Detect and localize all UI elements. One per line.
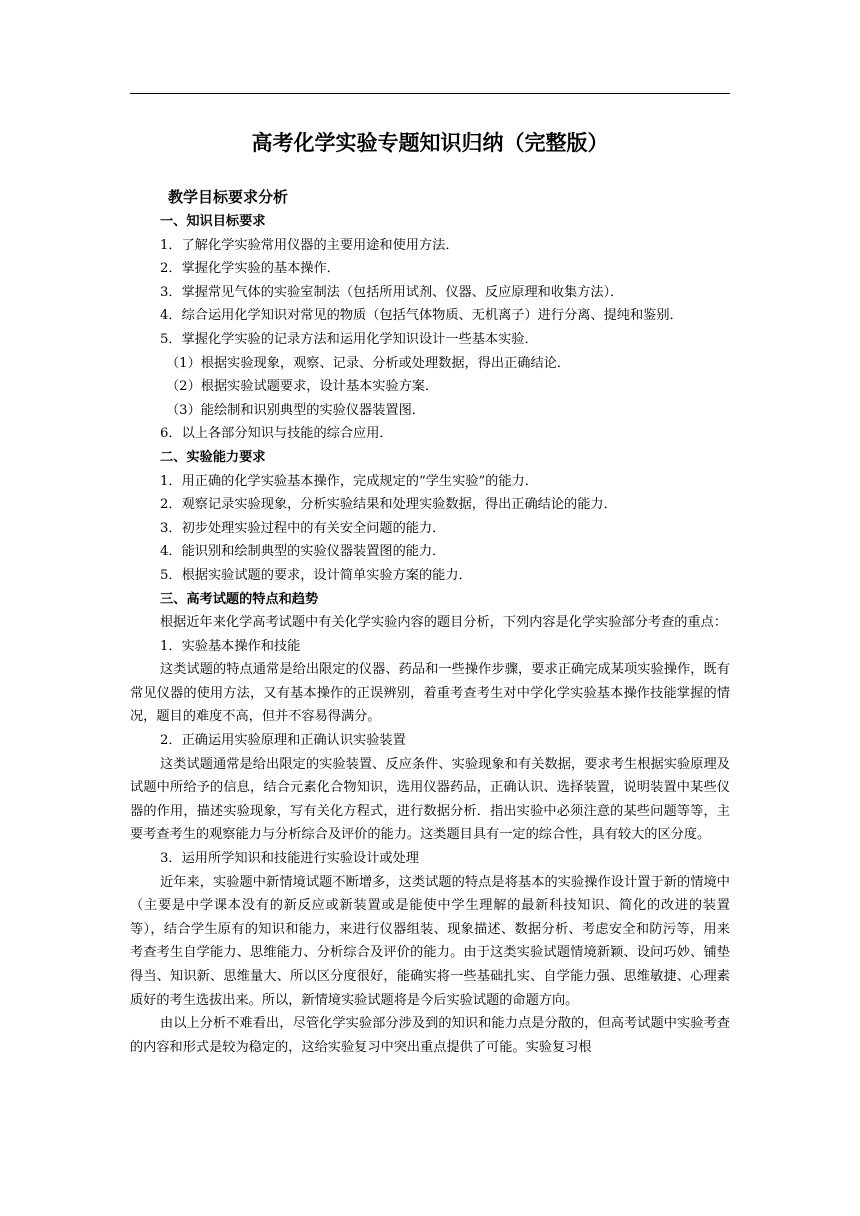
list-item: 1．用正确的化学实验基本操作，完成规定的“学生实验”的能力．	[160, 473, 538, 489]
document-body	[130, 184, 730, 1059]
section-heading-knowledge: 一、知识目标要求	[160, 214, 266, 229]
list-item: 2．观察记录实验现象，分析实验结果和处理实验数据，得出正确结论的能力．	[160, 497, 617, 513]
list-subitem: （2）根据实验试题要求，设计基本实验方案．	[166, 379, 439, 395]
point-title: 2．正确运用实验原理和正确认识实验装置	[160, 733, 406, 749]
paragraph: 根据近年来化学高考试题中有关化学实验内容的题目分析，下列内容是化学实验部分考查的重点：	[160, 615, 728, 631]
document-title: 高考化学实验专题知识归纳（完整版）	[251, 131, 609, 155]
list-subitem: （1）根据实验现象，观察、记录、分析或处理数据，得出正确结论．	[166, 355, 571, 371]
list-item: 4．综合运用化学知识对常见的物质（包括气体物质、无机离子）进行分离、提纯和鉴别．	[160, 308, 683, 324]
list-item: 5．掌握化学实验的记录方法和运用化学知识设计一些基本实验．	[160, 331, 538, 347]
list-item: 6．以上各部分知识与技能的综合应用．	[160, 426, 393, 442]
point-title: 3．运用所学知识和技能进行实验设计或处理	[160, 851, 419, 867]
list-item: 4．能识别和绘制典型的实验仪器装置图的能力．	[160, 544, 446, 560]
section-heading-ability: 二、实验能力要求	[160, 449, 266, 465]
subtitle: 教学目标要求分析	[168, 188, 289, 206]
list-item: 3．初步处理实验过程中的有关安全问题的能力．	[160, 520, 446, 536]
point-title: 1．实验基本操作和技能	[160, 638, 301, 654]
paragraph: 近年来，实验题中新情境试题不断增多，这类试题的特点是将基本的实验操作设计置于新的情境中（主要是中学课本没有的新反应或新装置或是能使中学生理解的最新科技知识、简化的改进的装置等），结合学生原有的知识和能力，来进行仪器组装、现象描述、数据分析、考虑安全和防污等，用来考查考生自学能力、思维能力、分析综合及评价的能力。由于这类实验试题情境新颖、设问巧妙、铺垫得当、知识新、思维量大、所以区分度很好，能确实将一些基础扎实、自学能力强、思维敏捷、心理素质好的考生选拔出来。所以，新情境实验试题将是今后实验试题的命题方向。	[130, 874, 730, 1008]
list-item: 1．了解化学实验常用仪器的主要用途和使用方法．	[160, 237, 459, 253]
header-rule	[130, 93, 730, 94]
paragraph: 这类试题的特点通常是给出限定的仪器、药品和一些操作步骤，要求正确完成某项实验操作，既有常见仪器的使用方法，又有基本操作的正误辨别，着重考查考生对中学化学实验基本操作技能掌握的情况，题目的难度不高，但并不容易得满分。	[130, 662, 730, 725]
list-subitem: （3）能绘制和识别典型的实验仪器装置图．	[166, 402, 425, 418]
paragraph: 这类试题通常是给出限定的实验装置、反应条件、实验现象和有关数据，要求考生根据实验原理及试题中所给予的信息，结合元素化合物知识，选用仪器药品，正确认识、选择装置，说明装置中某些仪器的作用，描述实验现象，写有关化方程式，进行数据分析．指出实验中必须注意的某些问题等等，主要考查考生的观察能力与分析综合及评价的能力。这类题目具有一定的综合性，具有较大的区分度。	[130, 756, 730, 843]
list-item: 3．掌握常见气体的实验室制法（包括所用试剂、仪器、反应原理和收集方法）．	[160, 284, 624, 300]
list-item: 5．根据实验试题的要求，设计简单实验方案的能力．	[160, 567, 472, 583]
list-item: 2．掌握化学实验的基本操作．	[160, 261, 340, 277]
paragraph: 由以上分析不难看出，尽管化学实验部分涉及到的知识和能力点是分散的，但高考试题中实验考查的内容和形式是较为稳定的，这给实验复习中突出重点提供了可能。实验复习根	[130, 1016, 730, 1055]
section-heading-trends: 三、高考试题的特点和趋势	[160, 591, 319, 607]
